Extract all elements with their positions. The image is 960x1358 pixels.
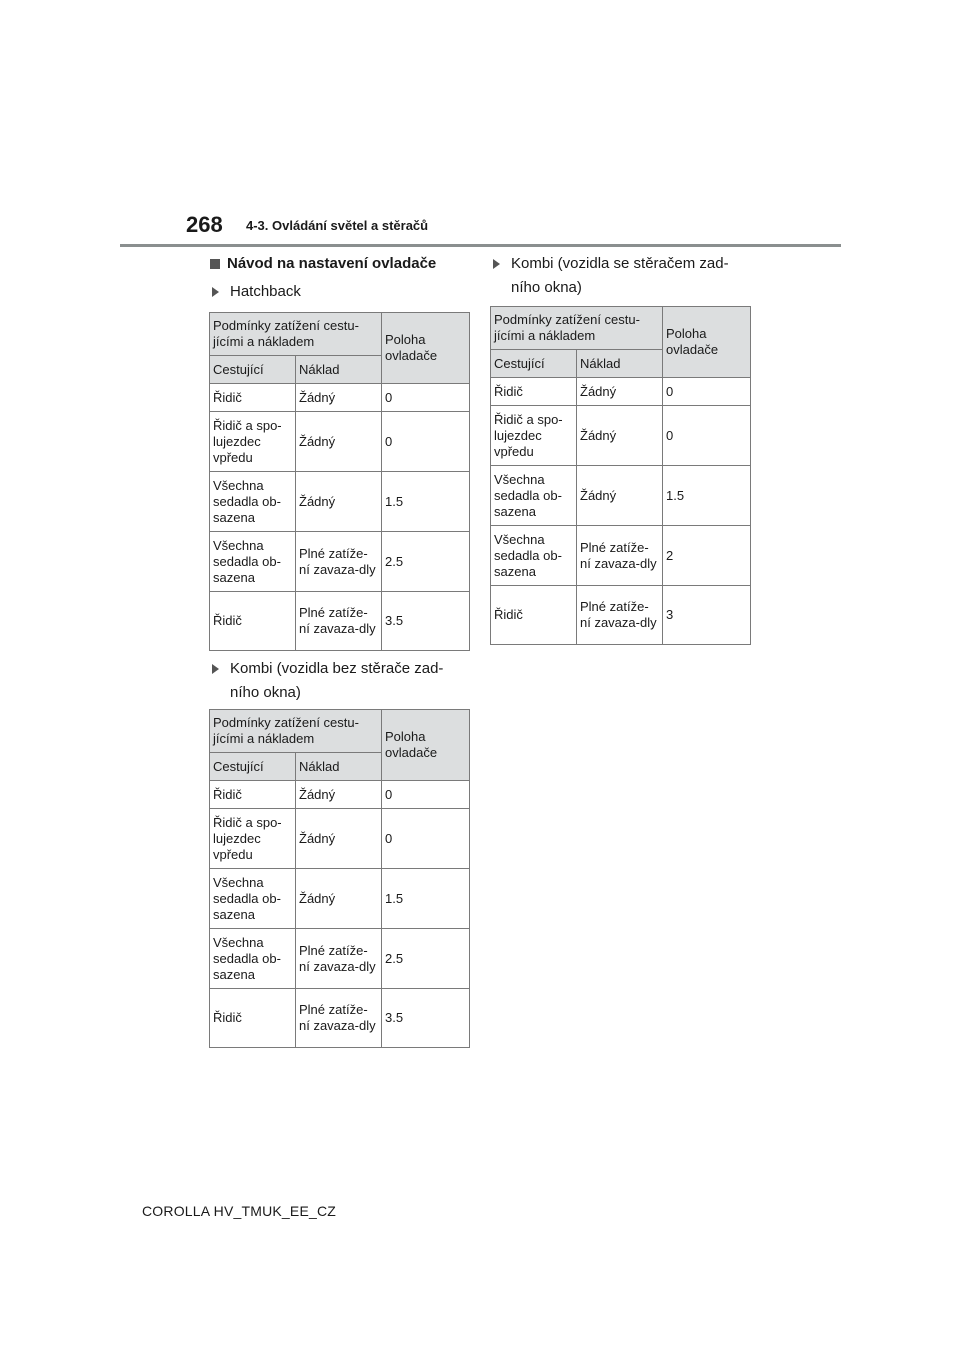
header-passengers: Cestující (210, 356, 296, 384)
table-row (210, 869, 470, 929)
cell-passengers: Řidič a spo-lujezdec vpředu (210, 412, 296, 472)
cell-passengers: Všechna sedadla ob-sazena (491, 466, 577, 526)
cell-position: 3 (663, 586, 751, 645)
subheading-hatchback (212, 280, 472, 304)
cell-cargo: Plné zatíže-ní zavaza-dly (296, 592, 382, 651)
subheading-text: Hatchback (230, 283, 301, 300)
table-row (491, 378, 751, 406)
square-bullet-icon (210, 259, 220, 269)
table-row (210, 592, 470, 651)
table-row (210, 472, 470, 532)
section-heading (210, 255, 436, 272)
cell-passengers: Řidič (210, 989, 296, 1048)
table-row (210, 532, 470, 592)
triangle-bullet-icon (212, 664, 219, 674)
cell-cargo: Žádný (296, 781, 382, 809)
load-table-kombi-rear-wiper (490, 306, 751, 645)
header-conditions: Podmínky zatížení cestu-jícími a nákladem (491, 307, 663, 350)
cell-position: 0 (663, 406, 751, 466)
cell-passengers: Všechna sedadla ob-sazena (210, 929, 296, 989)
cell-passengers: Všechna sedadla ob-sazena (210, 869, 296, 929)
header-cargo: Náklad (296, 356, 382, 384)
cell-passengers: Všechna sedadla ob-sazena (491, 526, 577, 586)
load-table-kombi-no-rear-wiper (209, 709, 470, 1048)
cell-cargo: Plné zatíže-ní zavaza-dly (577, 526, 663, 586)
cell-cargo: Plné zatíže-ní zavaza-dly (296, 989, 382, 1048)
cell-passengers: Řidič a spo-lujezdec vpředu (210, 809, 296, 869)
cell-position: 1.5 (382, 869, 470, 929)
cell-cargo: Žádný (296, 472, 382, 532)
table-row (210, 929, 470, 989)
table-row (491, 466, 751, 526)
table-row (210, 781, 470, 809)
cell-position: 3.5 (382, 989, 470, 1048)
header-cargo: Náklad (577, 350, 663, 378)
cell-passengers: Řidič (491, 586, 577, 645)
cell-passengers: Všechna sedadla ob-sazena (210, 532, 296, 592)
cell-cargo: Plné zatíže-ní zavaza-dly (296, 929, 382, 989)
cell-position: 1.5 (382, 472, 470, 532)
cell-position: 0 (663, 378, 751, 406)
section-title: Návod na nastavení ovladače (227, 255, 437, 272)
table-row (210, 384, 470, 412)
header-conditions: Podmínky zatížení cestu-jícími a nákladem (210, 313, 382, 356)
table-row (210, 809, 470, 869)
cell-position: 0 (382, 384, 470, 412)
cell-position: 0 (382, 781, 470, 809)
table-row (491, 586, 751, 645)
page-number: 268 (186, 212, 223, 237)
cell-cargo: Žádný (296, 384, 382, 412)
load-table-hatchback (209, 312, 470, 651)
subheading-text: Kombi (vozidla se stěračem zad-ního okna) (511, 255, 729, 296)
triangle-bullet-icon (493, 259, 500, 269)
header-position: Poloha ovladače (663, 307, 751, 378)
cell-passengers: Řidič (210, 592, 296, 651)
cell-passengers: Řidič (210, 384, 296, 412)
header-divider (120, 244, 841, 247)
cell-cargo: Plné zatíže-ní zavaza-dly (296, 532, 382, 592)
table-row (210, 412, 470, 472)
subheading-text: Kombi (vozidla bez stěrače zad-ního okna) (230, 660, 444, 701)
header-cargo: Náklad (296, 753, 382, 781)
subheading-kombi-no-rear-wiper (212, 657, 470, 705)
cell-position: 2 (663, 526, 751, 586)
subheading-kombi-rear-wiper (493, 252, 751, 300)
header-passengers: Cestující (210, 753, 296, 781)
cell-cargo: Žádný (296, 809, 382, 869)
cell-position: 3.5 (382, 592, 470, 651)
cell-cargo: Žádný (577, 406, 663, 466)
triangle-bullet-icon (212, 287, 219, 297)
cell-cargo: Žádný (577, 466, 663, 526)
chapter-title: 4-3. Ovládání světel a stěračů (246, 218, 429, 233)
table-row (491, 526, 751, 586)
cell-position: 2.5 (382, 532, 470, 592)
footer-model-code: COROLLA HV_TMUK_EE_CZ (142, 1203, 337, 1219)
header-position: Poloha ovladače (382, 710, 470, 781)
cell-passengers: Řidič (491, 378, 577, 406)
cell-passengers: Řidič (210, 781, 296, 809)
cell-position: 0 (382, 412, 470, 472)
cell-position: 2.5 (382, 929, 470, 989)
cell-position: 1.5 (663, 466, 751, 526)
header-passengers: Cestující (491, 350, 577, 378)
cell-passengers: Řidič a spo-lujezdec vpředu (491, 406, 577, 466)
cell-cargo: Žádný (296, 869, 382, 929)
cell-cargo: Žádný (296, 412, 382, 472)
table-row (210, 989, 470, 1048)
cell-cargo: Žádný (577, 378, 663, 406)
header-position: Poloha ovladače (382, 313, 470, 384)
table-row (491, 406, 751, 466)
cell-position: 0 (382, 809, 470, 869)
cell-passengers: Všechna sedadla ob-sazena (210, 472, 296, 532)
cell-cargo: Plné zatíže-ní zavaza-dly (577, 586, 663, 645)
header-conditions: Podmínky zatížení cestu-jícími a nákladem (210, 710, 382, 753)
